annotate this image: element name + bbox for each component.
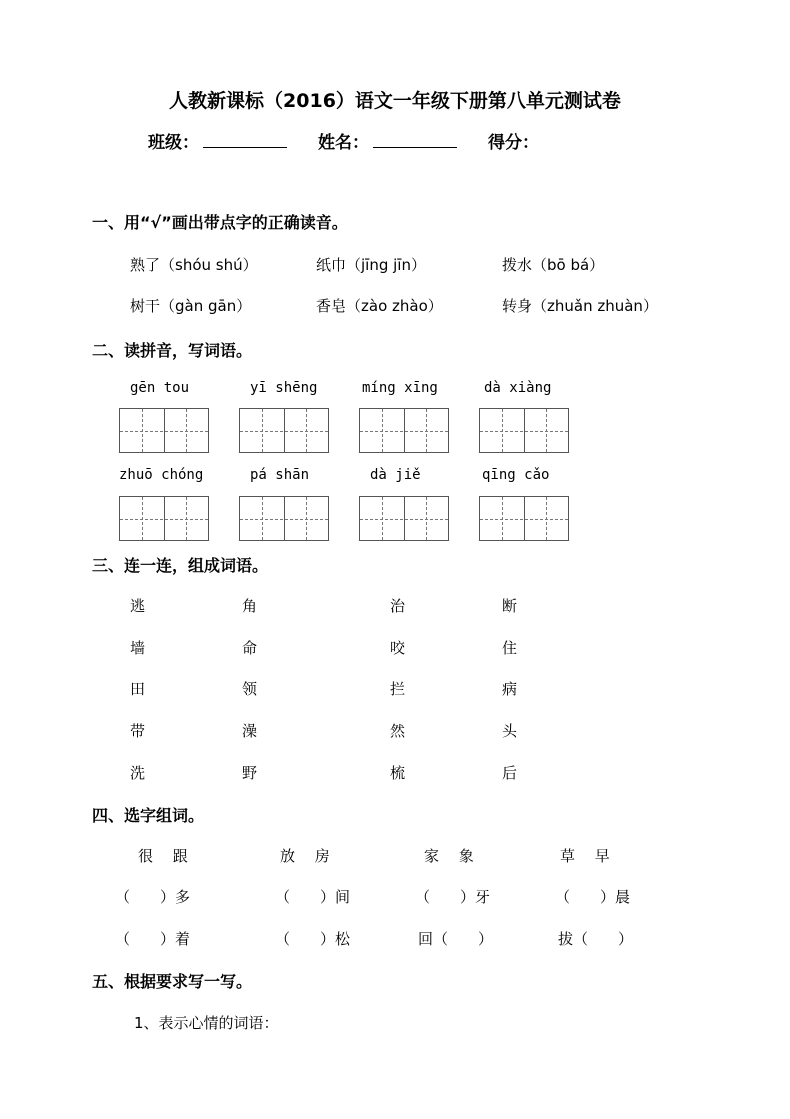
char-pair: 放 房 (280, 847, 330, 865)
match-char[interactable]: 角 (242, 597, 258, 615)
pronunciation-item[interactable]: 转身（zhuǎn zhuàn） (502, 297, 658, 315)
char-pair: 草 早 (560, 847, 610, 865)
match-char[interactable]: 治 (390, 597, 406, 615)
score-field (488, 128, 539, 153)
match-char[interactable]: 住 (502, 639, 518, 657)
match-char[interactable]: 洗 (130, 764, 146, 782)
pronunciation-item[interactable]: 树干（gàn gān） (130, 297, 252, 315)
fill-blank[interactable]: （ ）多 (115, 888, 191, 906)
char-pair: 家 象 (424, 847, 474, 865)
match-char[interactable]: 带 (130, 722, 146, 740)
match-char[interactable]: 后 (502, 764, 518, 782)
score-label: 得分： (488, 133, 539, 153)
match-char[interactable]: 梳 (390, 764, 406, 782)
fill-blank[interactable]: （ ）牙 (415, 888, 491, 906)
match-char[interactable]: 头 (502, 722, 518, 740)
pinyin-label: yī shēng (250, 380, 318, 396)
pinyin-label: zhuō chóng (119, 467, 204, 483)
fill-blank[interactable]: （ ）松 (275, 930, 351, 948)
fill-blank[interactable]: （ ）间 (275, 888, 351, 906)
writing-grid[interactable] (119, 408, 209, 453)
section3-heading: 三、连一连，组成词语。 (92, 556, 269, 575)
fill-blank[interactable]: 回（ ） (418, 930, 494, 948)
section2-heading: 二、读拼音，写词语。 (92, 341, 253, 360)
match-char[interactable]: 墙 (130, 639, 146, 657)
class-label: 班级： (148, 133, 199, 153)
match-char[interactable]: 病 (502, 680, 518, 698)
match-char[interactable]: 田 (130, 680, 146, 698)
fill-blank[interactable]: 拔（ ） (558, 930, 634, 948)
fill-blank[interactable]: （ ）着 (115, 930, 191, 948)
char-pair: 很 跟 (138, 847, 188, 865)
match-char[interactable]: 拦 (390, 680, 406, 698)
pronunciation-item[interactable]: 香皂（zào zhào） (316, 297, 443, 315)
match-char[interactable]: 然 (390, 722, 406, 740)
name-label: 姓名： (318, 133, 369, 153)
fill-blank[interactable]: （ ）晨 (555, 888, 631, 906)
section5-heading: 五、根据要求写一写。 (92, 972, 253, 991)
pinyin-label: míng xīng (362, 380, 438, 396)
match-char[interactable]: 咬 (390, 639, 406, 657)
pronunciation-item[interactable]: 拨水（bō bá） (502, 256, 605, 274)
pinyin-label: qīng cǎo (482, 467, 550, 483)
name-blank[interactable] (373, 131, 457, 148)
writing-grid[interactable] (239, 496, 329, 541)
page-title: 人教新课标（2016）语文一年级下册第八单元测试卷 (169, 90, 621, 112)
pinyin-label: gēn tou (130, 380, 190, 396)
writing-grid[interactable] (119, 496, 209, 541)
match-char[interactable]: 澡 (242, 722, 258, 740)
match-char[interactable]: 命 (242, 639, 258, 657)
prompt-item: 1、表示心情的词语： (134, 1014, 279, 1032)
class-blank[interactable] (203, 131, 287, 148)
writing-grid[interactable] (479, 408, 569, 453)
section1-heading: 一、用“√”画出带点字的正确读音。 (92, 213, 348, 232)
writing-grid[interactable] (359, 496, 449, 541)
match-char[interactable]: 领 (242, 680, 258, 698)
pronunciation-item[interactable]: 熟了（shóu shú） (130, 256, 258, 274)
match-char[interactable]: 断 (502, 597, 518, 615)
section4-heading: 四、选字组词。 (92, 806, 205, 825)
writing-grid[interactable] (359, 408, 449, 453)
name-field[interactable] (318, 128, 457, 153)
pinyin-label: dà xiàng (484, 380, 552, 396)
pinyin-label: dà jiě (370, 467, 421, 483)
writing-grid[interactable] (239, 408, 329, 453)
match-char[interactable]: 逃 (130, 597, 146, 615)
match-char[interactable]: 野 (242, 764, 258, 782)
pinyin-label: pá shān (250, 467, 310, 483)
writing-grid[interactable] (479, 496, 569, 541)
pronunciation-item[interactable]: 纸巾（jīng jīn） (316, 256, 426, 274)
class-field[interactable] (148, 128, 287, 153)
